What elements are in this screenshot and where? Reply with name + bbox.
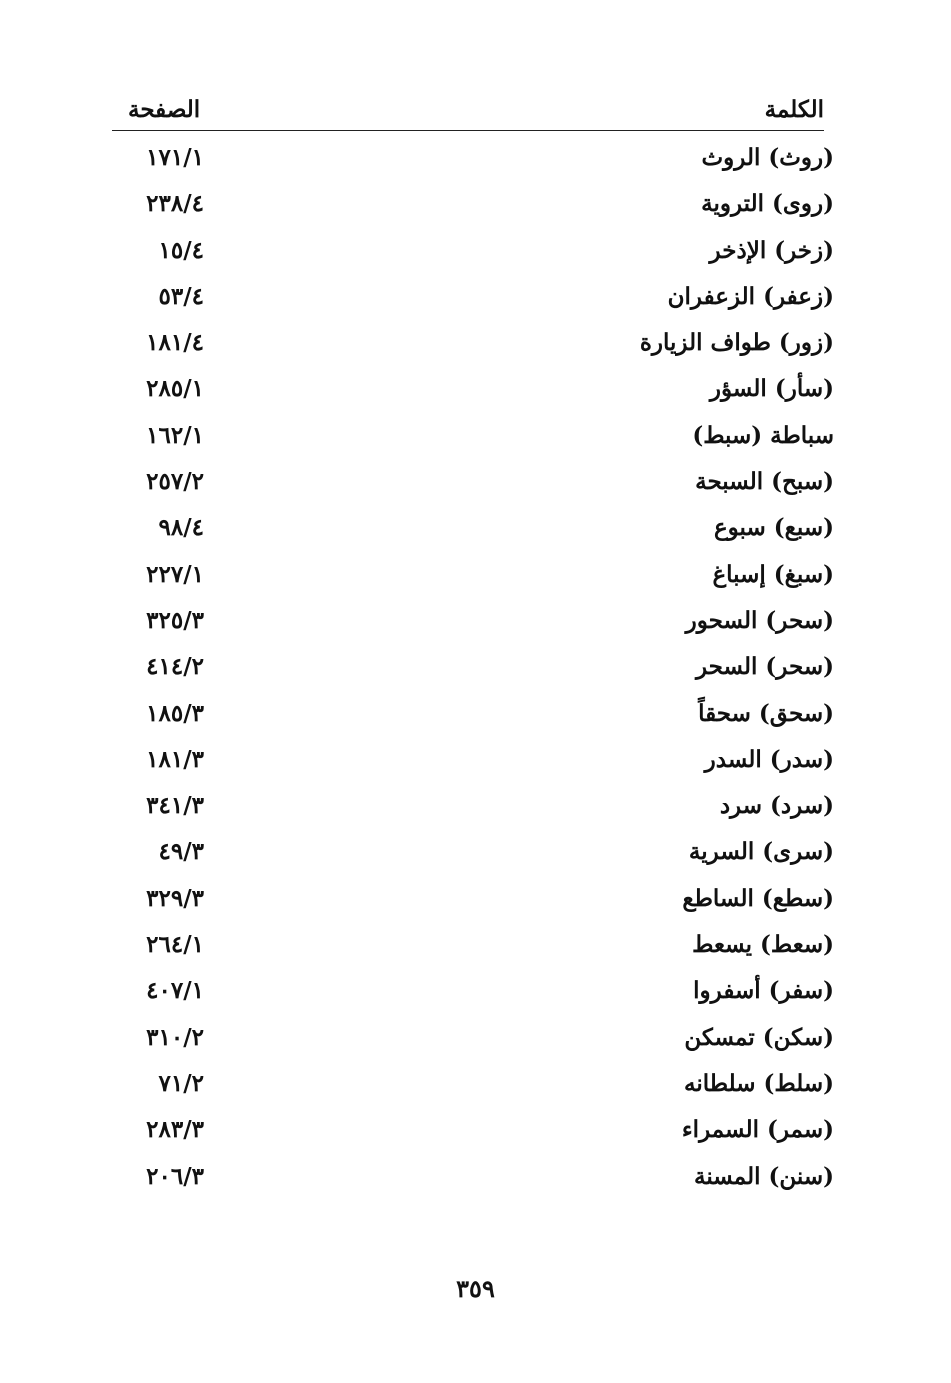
entry-word: (سبح) السبحة [695,468,834,496]
entry-word: سباطة (سبط) [692,421,834,449]
index-entry [112,647,834,693]
entry-page-ref: ٧١/٢ [158,1069,204,1097]
entry-word: (سلط) سلطانه [684,1069,834,1097]
entry-word: (سدر) السدر [704,745,834,773]
entry-page-ref: ١٨٥/٣ [146,699,204,727]
index-entry [112,508,834,554]
index-entry [112,740,834,786]
entry-page-ref: ٣٤١/٣ [146,792,204,820]
entry-word: (سكن) تمسكن [684,1023,834,1051]
index-entry [112,555,834,601]
entry-page-ref: ٢٥٧/٢ [146,468,204,496]
entry-word: (سحق) سحقاً [698,699,834,727]
entry-word: (سبغ) إسباغ [712,560,834,588]
entry-word: (سبع) سبوع [713,514,834,542]
index-entry [112,601,834,647]
entry-word: (سفر) أسفروا [693,977,834,1005]
page-column-heading: الصفحة [128,96,201,123]
page-number: ٣٥٩ [456,1274,495,1303]
index-entry [112,1110,834,1156]
entry-word: (سنن) المسنة [694,1162,834,1190]
entry-page-ref: ٣٢٥/٣ [146,606,204,634]
entry-page-ref: ٤١٤/٢ [146,653,204,681]
entry-page-ref: ٢٨٣/٣ [146,1116,204,1144]
word-column-heading: الكلمة [764,96,824,123]
entry-word: (سحر) السحر [695,653,834,681]
entry-page-ref: ٢٨٥/١ [146,375,204,403]
entry-word: (روى) التروية [701,190,834,218]
entry-page-ref: ٥٣/٤ [158,282,204,310]
entry-word: (سمر) السمراء [681,1116,834,1144]
entry-page-ref: ١٨١/٣ [146,745,204,773]
index-entry [112,1018,834,1064]
entry-word: (زعفر) الزعفران [667,282,834,310]
entry-word: (سرى) السرية [688,838,834,866]
index-entry [112,786,834,832]
index-header [112,92,824,131]
index-entry [112,138,834,184]
index-entry [112,184,834,230]
entry-page-ref: ١٨١/٤ [146,329,204,357]
entry-page-ref: ٩٨/٤ [158,514,204,542]
entry-page-ref: ٢٠٦/٣ [146,1162,204,1190]
entry-page-ref: ١٥/٤ [158,236,204,264]
entry-word: (سطع) الساطع [682,884,834,912]
entry-word: (سحر) السحور [685,606,834,634]
index-entry [112,416,834,462]
index-entry [112,832,834,878]
index-entry [112,925,834,971]
entry-word: (سأر) السؤر [709,375,834,403]
index-entry [112,369,834,415]
entry-page-ref: ٣٢٩/٣ [146,884,204,912]
entry-page-ref: ١٧١/١ [146,144,204,171]
entry-page-ref: ٢٢٧/١ [146,560,204,588]
index-entry [112,971,834,1017]
entry-page-ref: ٢٣٨/٤ [146,190,204,218]
entry-page-ref: ٢٦٤/١ [146,931,204,959]
index-entry [112,879,834,925]
entry-word: (زور) طواف الزيارة [639,329,834,357]
entry-page-ref: ٤٩/٣ [158,838,204,866]
index-entries-list [112,138,834,1203]
entry-word: (زخر) الإذخر [709,236,834,264]
entry-page-ref: ٣١٠/٢ [146,1023,204,1051]
index-entry [112,1064,834,1110]
index-entry [112,462,834,508]
index-entry [112,1157,834,1203]
entry-word: (روث) الروث [701,144,834,171]
index-entry [112,231,834,277]
index-entry [112,277,834,323]
entry-page-ref: ١٦٢/١ [146,421,204,449]
index-entry [112,694,834,740]
entry-page-ref: ٤٠٧/١ [146,977,204,1005]
index-entry [112,323,834,369]
entry-word: (سعط) يسعط [692,931,834,959]
entry-word: (سرد) سرد [719,792,834,820]
